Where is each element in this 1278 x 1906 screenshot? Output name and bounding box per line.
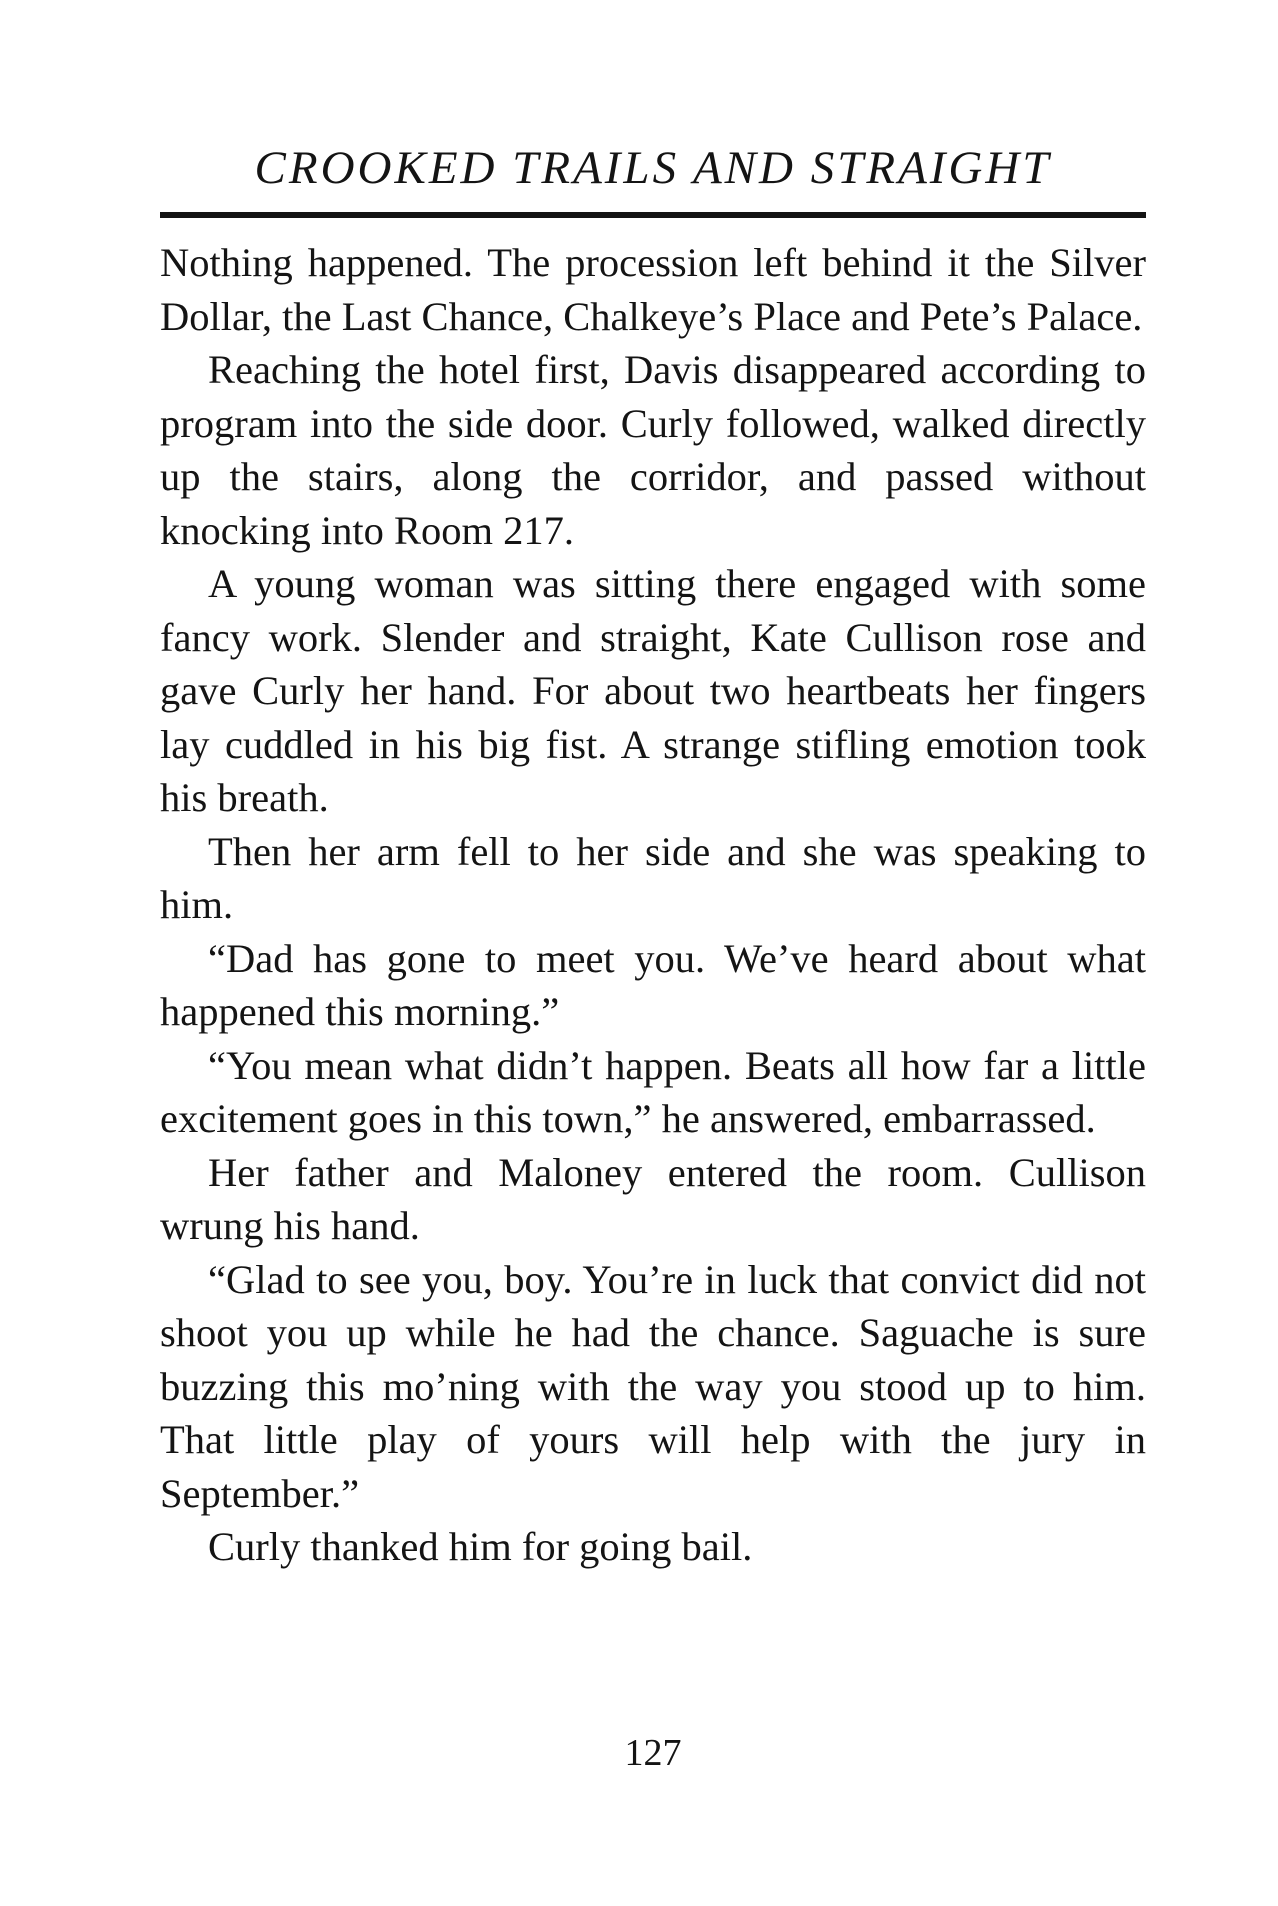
page-number: 127: [624, 1732, 682, 1774]
paragraph: Her father and Maloney entered the room. Cullison wrung his hand.: [160, 1149, 1146, 1248]
paragraph: Curly thanked him for going bail.: [208, 1524, 753, 1569]
body-text: [160, 236, 1146, 1574]
paragraph: Reaching the hotel first, Davis disappeared according to program into the side door. Curly followed, walked directly up the stairs, along the corridor, and passed without knocking into Room 217.: [160, 347, 1146, 553]
paragraph: Then her arm fell to her side and she was speaking to him.: [160, 828, 1146, 927]
paragraph: A young woman was sitting there engaged with some fancy work. Slender and straight, Kate Cullison rose and gave Curly her hand. For about two heartbeats her fingers lay cuddled in his big fist. A strange stifling emotion took his breath.: [160, 561, 1146, 820]
running-head: CROOKED TRAILS AND STRAIGHT: [254, 142, 1052, 194]
paragraph: “Glad to see you, boy. You’re in luck that convict did not shoot you up while he had the chance. Saguache is sure buzzing this mo’ning with the way you stood up to him. That little play of yours will help with the jury in September.”: [160, 1256, 1146, 1516]
paragraph: Nothing happened. The procession left behind it the Silver Dollar, the Last Chance, Chalkeye’s Place and Pete’s Palace.: [160, 240, 1146, 339]
header-rule: [160, 212, 1146, 218]
paragraph: “Dad has gone to meet you. We’ve heard about what happened this morning.”: [160, 935, 1146, 1034]
paragraph: “You mean what didn’t happen. Beats all how far a little excitement goes in this town,” he answered, embarrassed.: [160, 1042, 1146, 1141]
